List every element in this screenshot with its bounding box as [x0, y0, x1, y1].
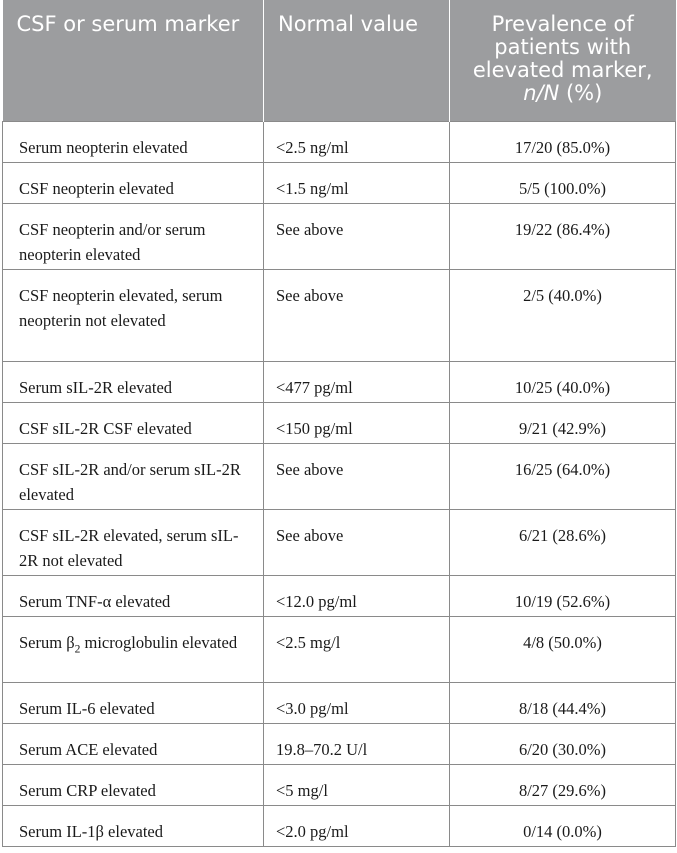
table-row	[3, 361, 676, 402]
table-row	[3, 162, 676, 203]
table-row	[3, 203, 676, 269]
marker-cell: Serum CRP elevated	[3, 764, 264, 805]
normal-value-cell: See above	[264, 269, 450, 361]
prevalence-cell: 4/8 (50.0%)	[450, 616, 676, 682]
prevalence-cell: 6/21 (28.6%)	[450, 509, 676, 575]
header-normal-value	[264, 0, 450, 121]
prevalence-cell: 6/20 (30.0%)	[450, 723, 676, 764]
marker-cell: Serum IL-6 elevated	[3, 682, 264, 723]
normal-value-cell: <2.0 pg/ml	[264, 805, 450, 846]
prevalence-cell: 10/19 (52.6%)	[450, 575, 676, 616]
normal-value-cell: <477 pg/ml	[264, 361, 450, 402]
table-row	[3, 723, 676, 764]
table-row	[3, 269, 676, 361]
normal-value-cell: <2.5 ng/ml	[264, 121, 450, 162]
prevalence-cell: 17/20 (85.0%)	[450, 121, 676, 162]
table-row	[3, 443, 676, 509]
prevalence-cell: 5/5 (100.0%)	[450, 162, 676, 203]
marker-cell: CSF neopterin and/or serum neopterin elevated	[3, 203, 264, 269]
normal-value-cell: <1.5 ng/ml	[264, 162, 450, 203]
header-prevalence-italic: n/N	[523, 81, 560, 105]
prevalence-cell: 2/5 (40.0%)	[450, 269, 676, 361]
marker-suffix: microglobulin elevated	[80, 632, 238, 652]
normal-value-cell: <150 pg/ml	[264, 402, 450, 443]
normal-value-cell: <3.0 pg/ml	[264, 682, 450, 723]
header-row	[3, 0, 676, 121]
marker-cell: CSF sIL-2R elevated, serum sIL-2R not elevated	[3, 509, 264, 575]
table-row	[3, 616, 676, 682]
prevalence-cell: 9/21 (42.9%)	[450, 402, 676, 443]
normal-value-cell: See above	[264, 509, 450, 575]
table-row	[3, 682, 676, 723]
marker-cell: CSF neopterin elevated	[3, 162, 264, 203]
prevalence-cell: 16/25 (64.0%)	[450, 443, 676, 509]
marker-cell: Serum sIL-2R elevated	[3, 361, 264, 402]
table-row	[3, 402, 676, 443]
header-prevalence	[450, 0, 676, 121]
prevalence-cell: 19/22 (86.4%)	[450, 203, 676, 269]
table-row	[3, 121, 676, 162]
table-row	[3, 575, 676, 616]
table-row	[3, 805, 676, 846]
marker-cell: Serum ACE elevated	[3, 723, 264, 764]
normal-value-cell: <5 mg/l	[264, 764, 450, 805]
marker-subscript: 2	[74, 642, 81, 655]
marker-cell: Serum neopterin elevated	[3, 121, 264, 162]
marker-prefix: Serum β	[19, 632, 75, 652]
normal-value-cell: <12.0 pg/ml	[264, 575, 450, 616]
marker-cell	[3, 616, 264, 682]
prevalence-cell: 8/27 (29.6%)	[450, 764, 676, 805]
marker-cell: CSF neopterin elevated, serum neopterin not elevated	[3, 269, 264, 361]
marker-cell: CSF sIL-2R and/or serum sIL-2R elevated	[3, 443, 264, 509]
marker-cell: Serum TNF-α elevated	[3, 575, 264, 616]
normal-value-cell: 19.8–70.2 U/l	[264, 723, 450, 764]
prevalence-cell: 8/18 (44.4%)	[450, 682, 676, 723]
header-prevalence-suffix: (%)	[565, 81, 603, 105]
normal-value-cell: See above	[264, 203, 450, 269]
prevalence-cell: 10/25 (40.0%)	[450, 361, 676, 402]
marker-cell: Serum IL-1β elevated	[3, 805, 264, 846]
normal-value-cell: <2.5 mg/l	[264, 616, 450, 682]
table-row	[3, 764, 676, 805]
prevalence-cell: 0/14 (0.0%)	[450, 805, 676, 846]
marker-table	[2, 0, 676, 847]
header-marker-label: CSF or serum marker	[16, 12, 240, 36]
header-marker	[3, 0, 264, 121]
header-prevalence-label: Prevalence of patients with elevated marker,	[472, 12, 653, 82]
normal-value-cell: See above	[264, 443, 450, 509]
header-normal-label: Normal value	[278, 12, 419, 36]
table-row	[3, 509, 676, 575]
marker-cell: CSF sIL-2R CSF elevated	[3, 402, 264, 443]
